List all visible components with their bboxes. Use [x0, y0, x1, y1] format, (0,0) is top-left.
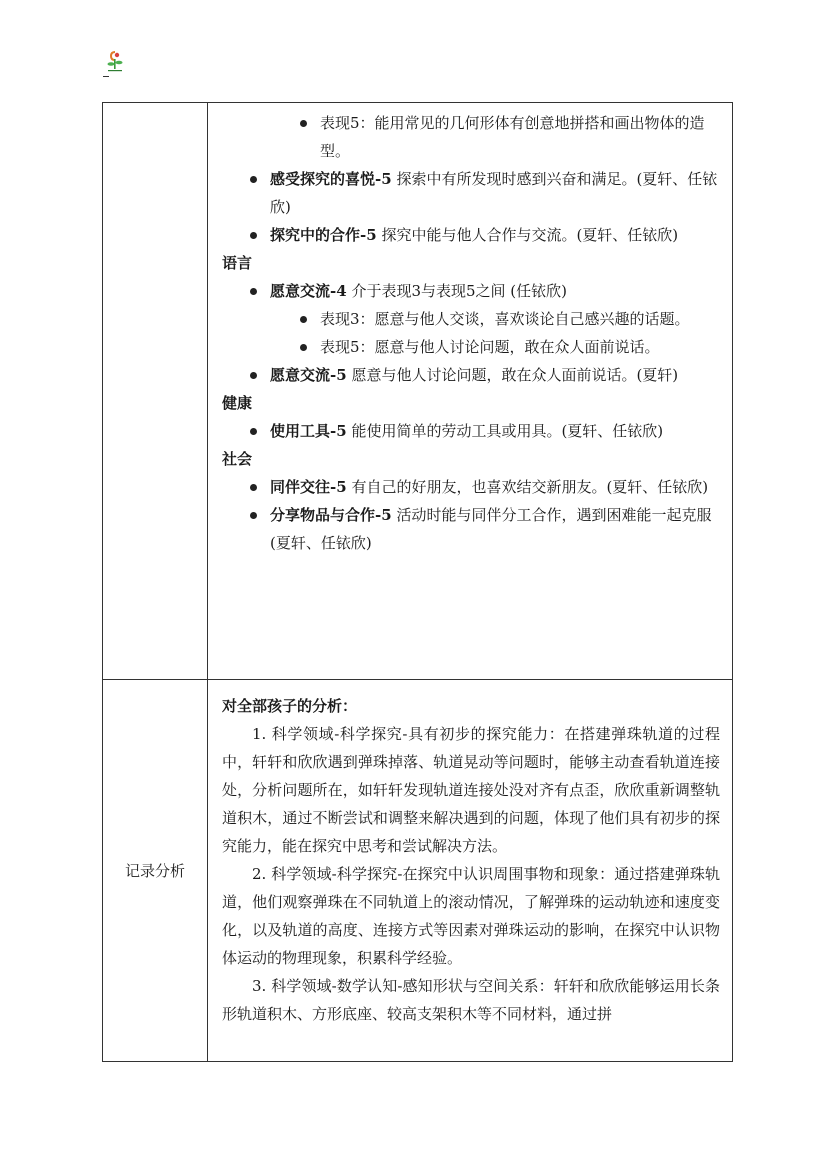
criterion-text: 有自己的好朋友，也喜欢结交新朋友。(夏轩、任铱欣) [346, 478, 709, 496]
criteria-list [222, 473, 720, 557]
analysis-paragraph: 3. 科学领域-数学认知-感知形状与空间关系：轩轩和欣欣能够运用长条形轨道积木、方形底座、较高支架积木等不同材料，通过拼 [222, 977, 720, 1023]
list-item [222, 417, 720, 445]
criteria-list [222, 277, 720, 389]
header-divider-mark [103, 76, 109, 77]
criterion-term: 愿意交流-4 [270, 282, 347, 300]
list-item [222, 165, 720, 221]
row-label-record-analysis: 记录分析 [103, 680, 208, 1062]
analysis-paragraph: 1. 科学领域-科学探究-具有初步的探究能力：在搭建弹珠轨道的过程中，轩轩和欣欣遇到弹珠掉落、轨道晃动等问题时，能够主动查看轨道连接处，分析问题所在，如轩轩发现轨道连接处没对齐有点歪，欣欣重新调整轨道积木，通过不断尝试和调整来解决遇到的问题，体现了他们具有初步的探究能力，能在探究中思考和尝试解决方法。 [222, 725, 720, 855]
criterion-text: 愿意与他人讨论问题，敢在众人面前说话。(夏轩) [346, 366, 679, 384]
criterion-term: 同伴交往-5 [270, 478, 347, 496]
list-item [222, 501, 720, 557]
list-item [222, 305, 720, 333]
analysis-paragraph: 2. 科学领域-科学探究-在探究中认识周围事物和现象：通过搭建弹珠轨道，他们观察弹珠在不同轨道上的滚动情况，了解弹珠的运动轨迹和速度变化，以及轨道的高度、连接方式等因素对弹珠运动的影响，在探究中认识物体运动的物理现象，积累科学经验。 [222, 865, 720, 967]
record-table [102, 102, 733, 1062]
analysis-heading: 对全部孩子的分析： [222, 697, 358, 715]
table-row [103, 103, 733, 680]
row-label-empty [103, 103, 208, 680]
domain-heading: 社会 [222, 450, 253, 468]
kindergarten-flower-logo-icon [104, 48, 126, 74]
evaluation-cell [208, 103, 733, 680]
criterion-text: 活动时能与同伴分工合作，遇到困难能一起克服(夏轩、任铱欣) [270, 506, 712, 552]
criterion-text: 探究中能与他人合作与交流。(夏轩、任铱欣) [376, 226, 679, 244]
list-item [222, 221, 720, 249]
criterion-term: 探究中的合作-5 [270, 226, 377, 244]
table-row [103, 680, 733, 1062]
criterion-term: 愿意交流-5 [270, 366, 347, 384]
list-item [222, 333, 720, 361]
criteria-list [222, 417, 720, 445]
domain-heading: 语言 [222, 254, 253, 272]
domain-heading: 健康 [222, 394, 253, 412]
criteria-list [222, 109, 720, 249]
criterion-text: 表现5：愿意与他人讨论问题，敢在众人面前说话。 [320, 338, 660, 356]
evaluation-list [208, 103, 732, 557]
list-item [222, 109, 720, 165]
criterion-term: 使用工具-5 [270, 422, 347, 440]
criterion-text: 表现3：愿意与他人交谈，喜欢谈论自己感兴趣的话题。 [320, 310, 690, 328]
criterion-text: 能使用简单的劳动工具或用具。(夏轩、任铱欣) [346, 422, 664, 440]
analysis-content [208, 680, 732, 1028]
criterion-text: 介于表现3与表现5之间 (任铱欣) [346, 282, 568, 300]
list-item [222, 277, 720, 305]
analysis-cell [208, 680, 733, 1062]
criterion-text: 表现5：能用常见的几何形体有创意地拼搭和画出物体的造型。 [320, 114, 705, 160]
list-item [222, 473, 720, 501]
criterion-term: 分享物品与合作-5 [270, 506, 392, 524]
criterion-text: 探索中有所发现时感到兴奋和满足。(夏轩、任铱欣) [270, 170, 718, 216]
criterion-term: 感受探究的喜悦-5 [270, 170, 392, 188]
list-item [222, 361, 720, 389]
